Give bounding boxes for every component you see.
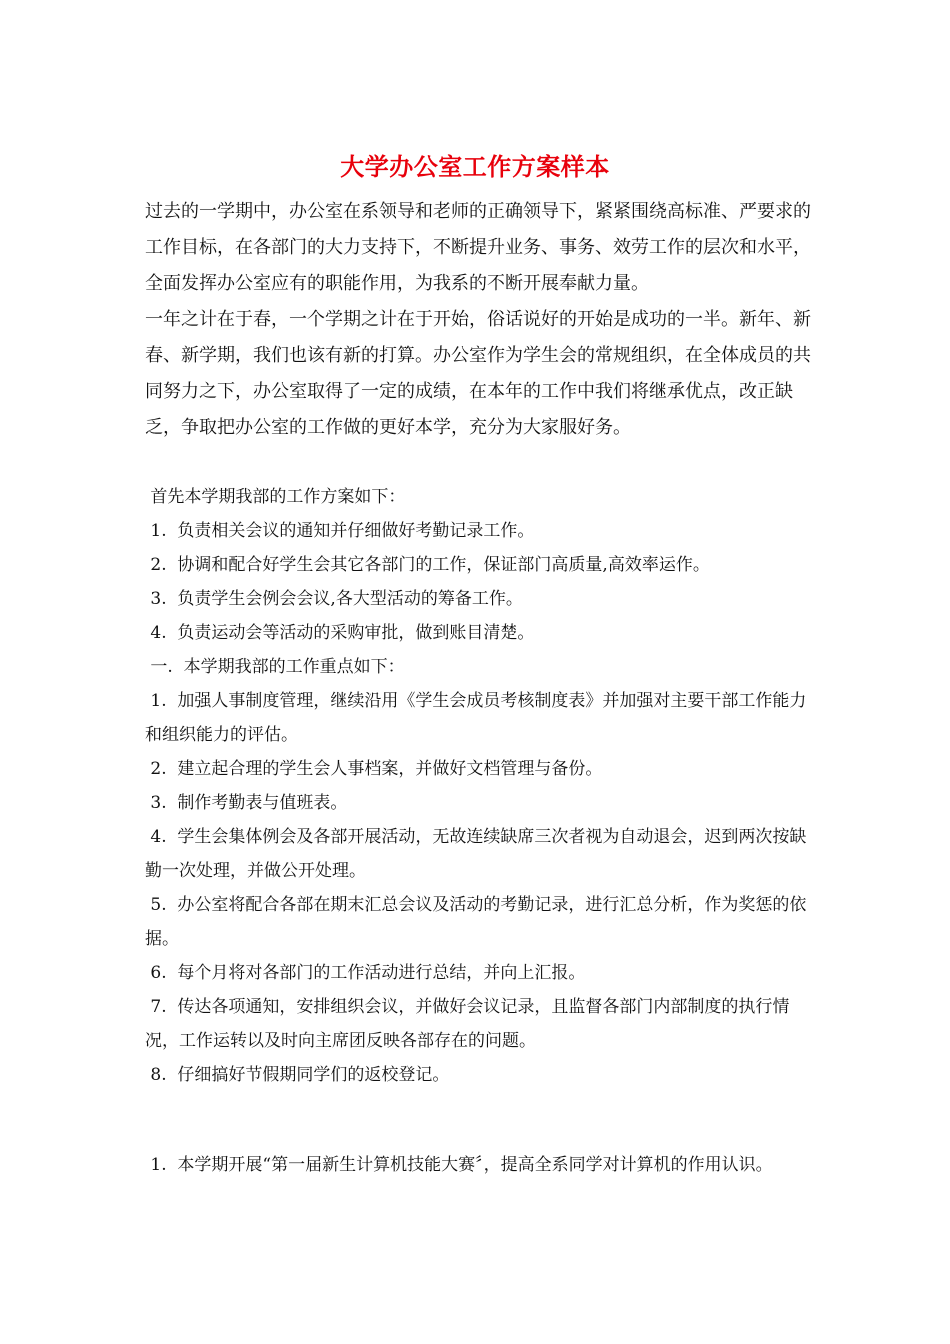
list-line: 3. 负责学生会例会会议,各大型活动的筹备工作。: [145, 589, 523, 609]
list-line: 1. 加强人事制度管理，继续沿用《学生会成员考核制度表》并加强对主要干部工作能力和组织能力的评估。: [145, 691, 807, 745]
list-line: 2. 建立起合理的学生会人事档案，并做好文档管理与备份。: [145, 759, 603, 779]
activity-list: [145, 1148, 815, 1182]
list-line: 6. 每个月将对各部门的工作活动进行总结，并向上汇报。: [145, 963, 586, 983]
list-line: 5. 办公室将配合各部在期末汇总会议及活动的考勤记录，进行汇总分析，作为奖惩的依据。: [145, 895, 807, 949]
list-line: 4. 学生会集体例会及各部开展活动，无故连续缺席三次者视为自动退会，迟到两次按缺勤一次处理，并做公开处理。: [145, 827, 807, 881]
list-line: 一. 本学期我部的工作重点如下：: [145, 657, 405, 677]
list-line: 4. 负责运动会等活动的采购审批，做到账目清楚。: [145, 623, 535, 643]
list-line: 1. 本学期开展“第一届新生计算机技能大赛〞，提高全系同学对计算机的作用认识。: [145, 1155, 773, 1175]
list-line: 首先本学期我部的工作方案如下：: [145, 487, 406, 507]
intro-paragraph: 过去的一学期中，办公室在系领导和老师的正确领导下，紧紧围绕高标准、严要求的工作目标，在各部门的大力支持下，不断提升业务、事务、效劳工作的层次和水平，全面发挥办公室应有的职能作用，为我系的不断开展奉献力量。: [145, 201, 811, 294]
list-line: 7. 传达各项通知，安排组织会议，并做好会议记录，且监督各部门内部制度的执行情况，工作运转以及时向主席团反映各部存在的问题。: [145, 997, 790, 1051]
plan-paragraph: 一年之计在于春，一个学期之计在于开始，俗话说好的开始是成功的一半。新年、新春、新学期，我们也该有新的打算。办公室作为学生会的常规组织，在全体成员的共同努力之下，办公室取得了一定的成绩，在本年的工作中我们将继承优点，改正缺乏，争取把办公室的工作做的更好本学，充分为大家服好务。: [145, 309, 811, 438]
list-line: 2. 协调和配合好学生会其它各部门的工作，保证部门高质量,高效率运作。: [145, 555, 710, 575]
list-line: 1. 负责相关会议的通知并仔细做好考勤记录工作。: [145, 521, 535, 541]
document-title: 大学办公室工作方案样本: [340, 152, 610, 181]
list-line: 8. 仔细搞好节假期同学们的返校登记。: [145, 1065, 450, 1085]
list-line: 3. 制作考勤表与值班表。: [145, 793, 348, 813]
work-plan-list: [145, 480, 815, 1092]
